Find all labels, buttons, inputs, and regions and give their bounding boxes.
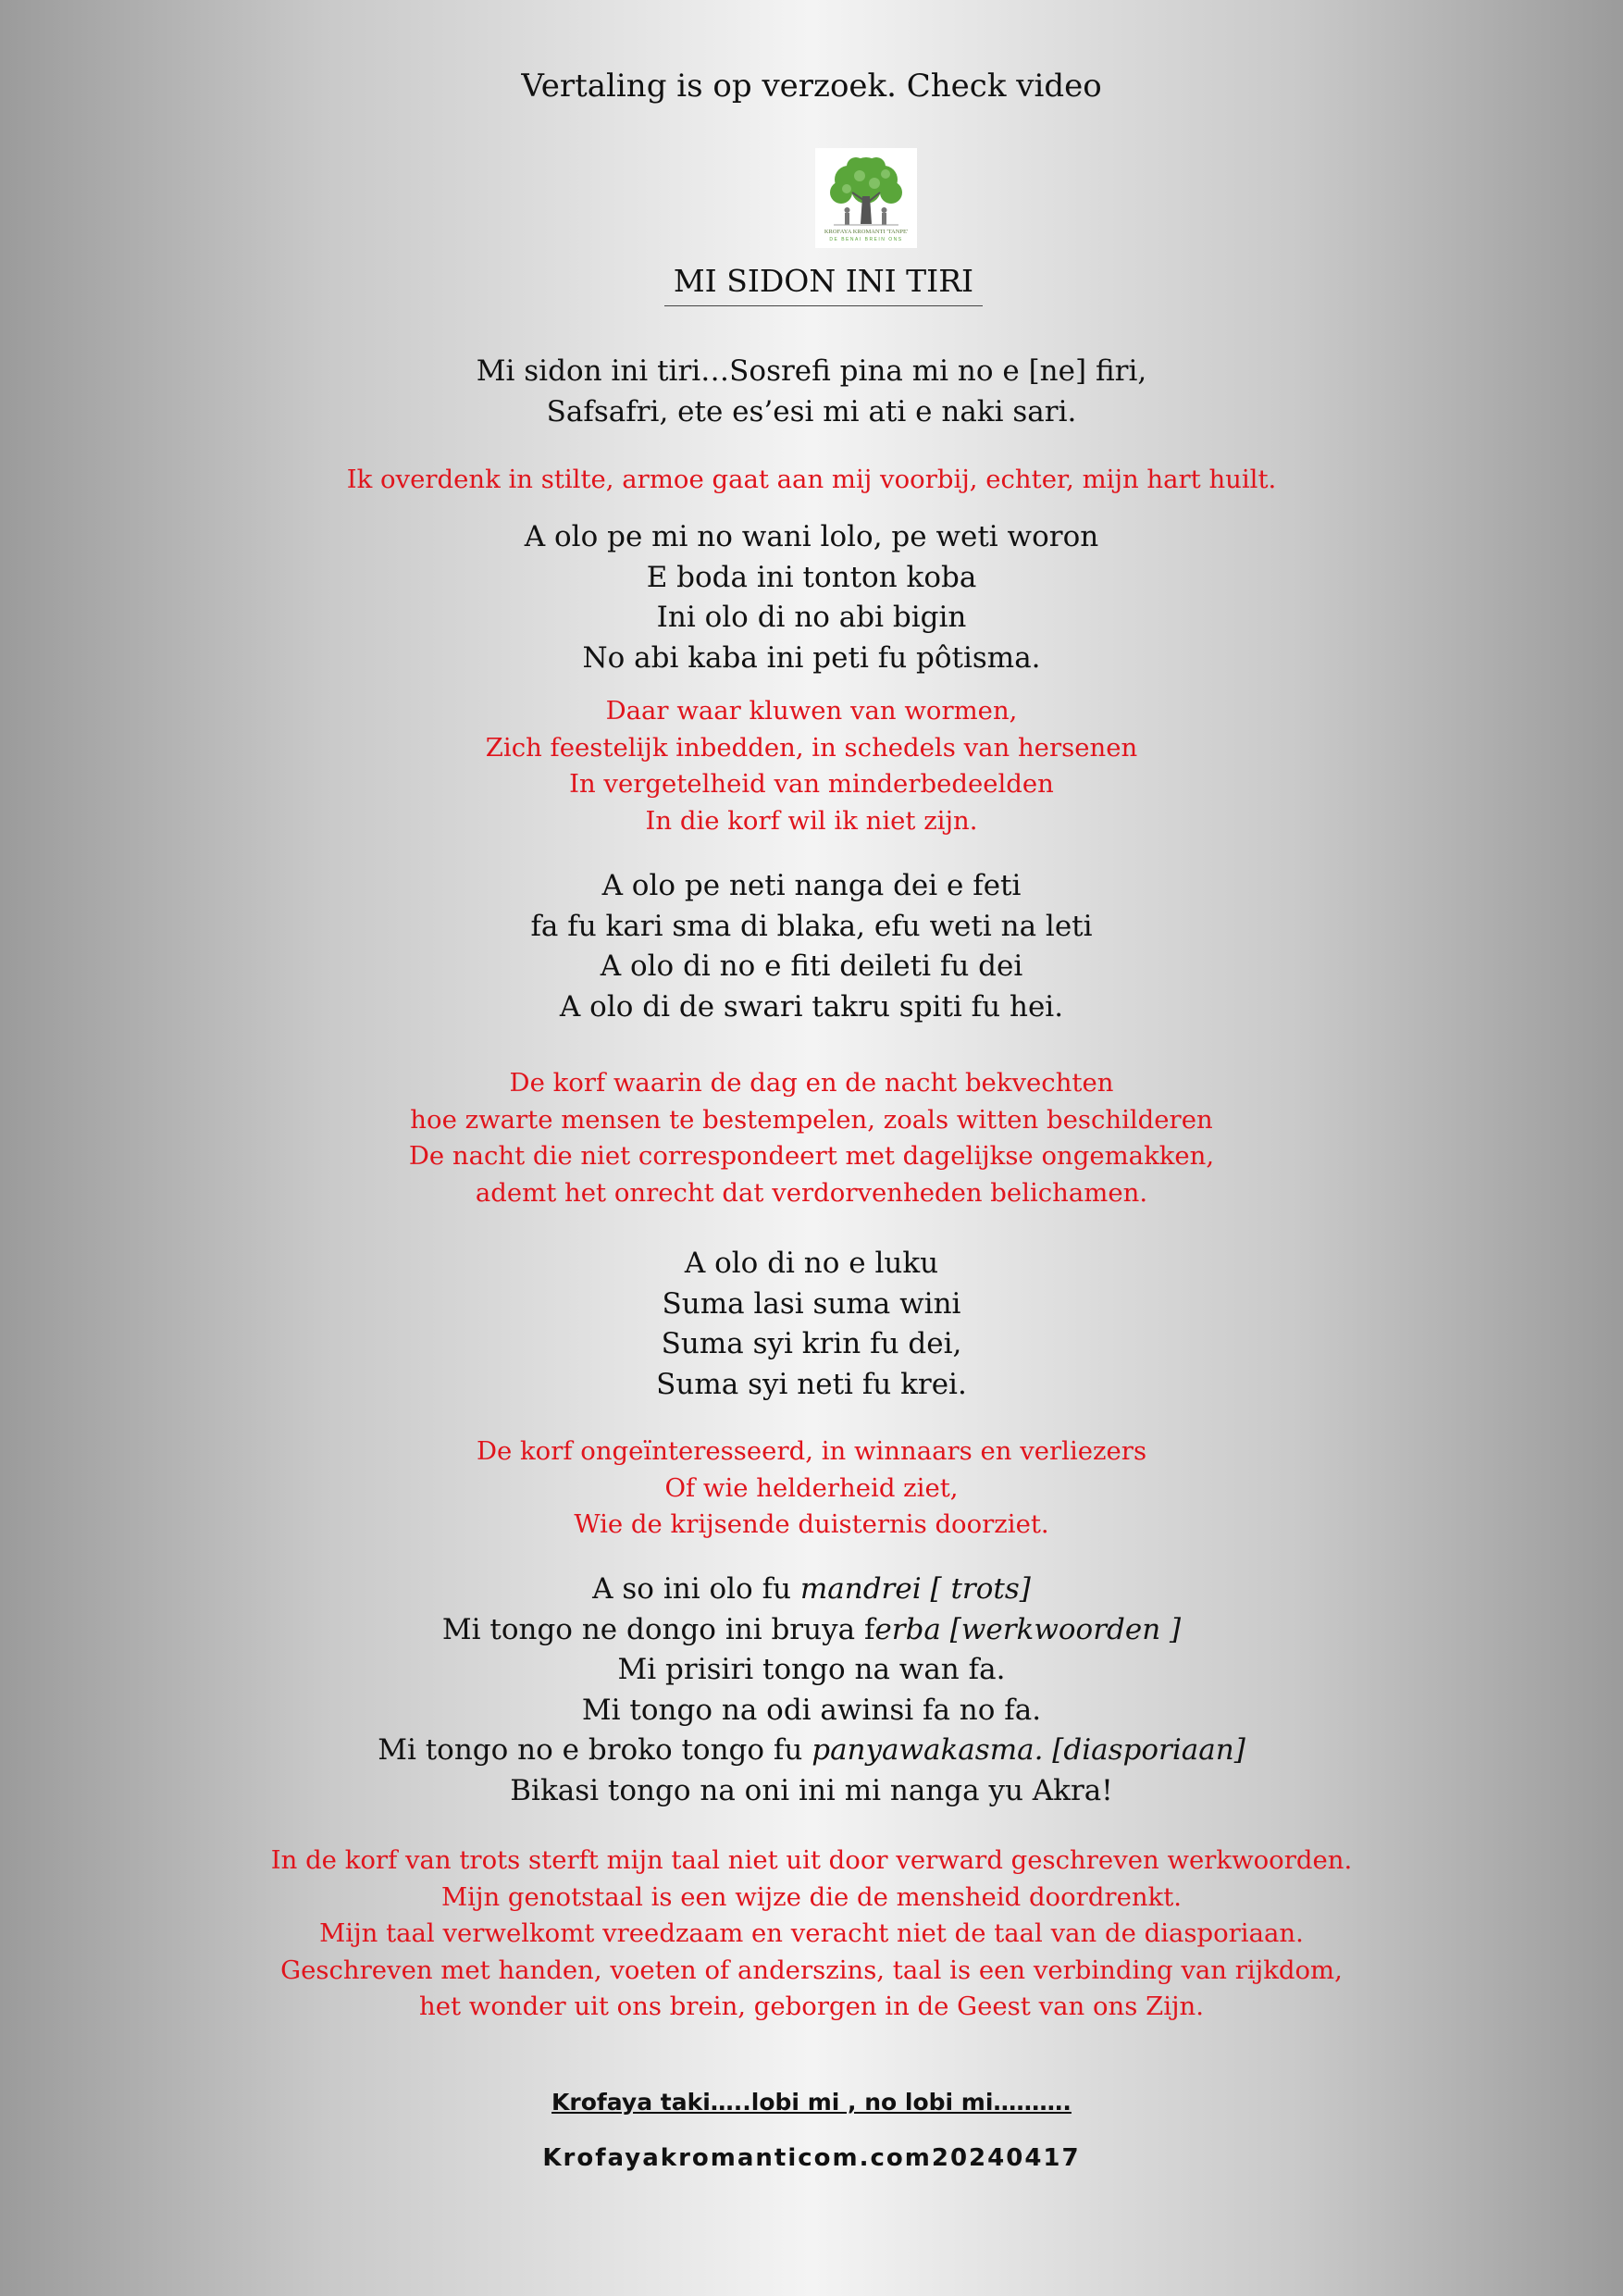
translation-line: De korf ongeïnteresseerd, in winnaars en verliezers — [476, 1436, 1147, 1466]
translation-line: hoe zwarte mensen te bestempelen, zoals witten beschilderen — [410, 1104, 1213, 1135]
stanza-line: Suma syi krin fu dei, — [661, 1327, 962, 1360]
stanza-line: No abi kaba ini peti fu pôtisma. — [582, 640, 1041, 675]
stanza-italic: mandrei [ trots] — [799, 1572, 1031, 1606]
translation-line: De nacht die niet correspondeert met dagelijkse ongemakken, — [408, 1141, 1215, 1171]
translation-line: Wie de krijsende duisternis doorziet. — [574, 1509, 1049, 1539]
translation-2 — [0, 693, 1623, 839]
stanza-line: Safsafri, ete es’esi mi ati e naki sari. — [546, 394, 1077, 428]
translation-line: In vergetelheid van minderbedeelden — [569, 769, 1054, 799]
stanza-line: A olo di no e fiti deileti fu dei — [600, 949, 1023, 983]
stanza-2 — [0, 517, 1623, 678]
stanza-line: Bikasi tongo na oni ini mi nanga yu Akra! — [510, 1773, 1113, 1807]
footer-site: Krofayakromanticom.com20240417 — [542, 2144, 1081, 2172]
stanza-line — [0, 1570, 1623, 1610]
translation-line: Daar waar kluwen van wormen, — [605, 696, 1018, 726]
translation-line: Mijn taal verwelkomt vreedzaam en veracht niet de taal van de diasporiaan. — [319, 1918, 1304, 1948]
stanza-line: A olo pe mi no wani lolo, pe weti woron — [524, 520, 1099, 553]
stanza-italic: erba [werkwoorden ] — [874, 1612, 1182, 1646]
stanza-5 — [0, 1570, 1623, 1811]
stanza-1 — [0, 352, 1623, 432]
translation-5 — [0, 1843, 1623, 2026]
translation-line: De korf waarin de dag en de nacht bekvechten — [509, 1068, 1114, 1098]
translation-line: het wonder uit ons brein, geborgen in de Geest van ons Zijn. — [419, 1992, 1204, 2021]
translation-line: In de korf van trots sterft mijn taal niet uit door verward geschreven werkwoorden. — [270, 1845, 1353, 1875]
translation-line: Geschreven met handen, voeten of anderszins, taal is een verbinding van rijkdom, — [280, 1955, 1343, 1985]
stanza-line: Suma syi neti fu krei. — [656, 1367, 967, 1401]
stanza-3 — [0, 866, 1623, 1027]
logo — [815, 148, 917, 248]
translation-line: Zich feestelijk inbedden, in schedels van hersenen — [485, 732, 1138, 763]
footer-slogan — [0, 2087, 1623, 2118]
stanza-line: A olo pe neti nanga dei e feti — [601, 869, 1022, 902]
slogan-text: Krofaya taki…..lobi mi , no lobi mi………. — [551, 2089, 1072, 2116]
stanza-line: A olo di de swari takru spiti fu hei. — [559, 989, 1064, 1024]
translation-line: ademt het onrecht dat verdorvenheden belichamen. — [475, 1177, 1148, 1208]
stanza-line: Mi prisiri tongo na wan fa. — [617, 1653, 1006, 1686]
translation-line: Mijn genotstaal is een wijze die de mensheid doordrenkt. — [440, 1881, 1183, 1912]
stanza-line: A olo di no e luku — [684, 1247, 939, 1280]
logo-caption: KROFAYA KROMANTI 'TANPE' — [824, 229, 909, 235]
translation-line: Of wie helderheid ziet, — [664, 1472, 959, 1503]
stanza-4 — [0, 1244, 1623, 1405]
stanza-line — [0, 1610, 1623, 1651]
stanza-line: fa fu kari sma di blaka, efu weti na leti — [530, 909, 1093, 943]
stanza-line: Mi tongo na odi awinsi fa no fa. — [581, 1693, 1042, 1727]
stanza-text: Mi tongo no e broko tongo fu — [378, 1733, 812, 1767]
translation-note: Vertaling is op verzoek. Check video — [521, 68, 1102, 105]
stanza-line: Mi sidon ini tiri…Sosrefi pina mi no e [ne] firi, — [476, 354, 1147, 388]
translation-4 — [0, 1433, 1623, 1544]
logo-subcaption: DE BENAI BREIN ONS — [829, 237, 903, 242]
poem-title: MI SIDON INI TIRI — [664, 263, 983, 306]
translation-line: In die korf wil ik niet zijn. — [645, 805, 978, 836]
translation-3 — [0, 1065, 1623, 1211]
stanza-text: Mi tongo ne dongo ini bruya f — [441, 1612, 875, 1646]
stanza-italic: panyawakasma. [diasporiaan] — [812, 1733, 1245, 1767]
stanza-line: Ini olo di no abi bigin — [656, 601, 967, 634]
stanza-line: Suma lasi suma wini — [662, 1286, 961, 1321]
translation-line: Ik overdenk in stilte, armoe gaat aan mij voorbij, echter, mijn hart huilt. — [346, 465, 1277, 494]
stanza-line — [0, 1731, 1623, 1771]
translation-1 — [0, 462, 1623, 499]
stanza-text: A so ini olo fu — [592, 1572, 800, 1606]
tree-logo-icon — [815, 148, 917, 248]
stanza-line: E boda ini tonton koba — [646, 560, 977, 594]
